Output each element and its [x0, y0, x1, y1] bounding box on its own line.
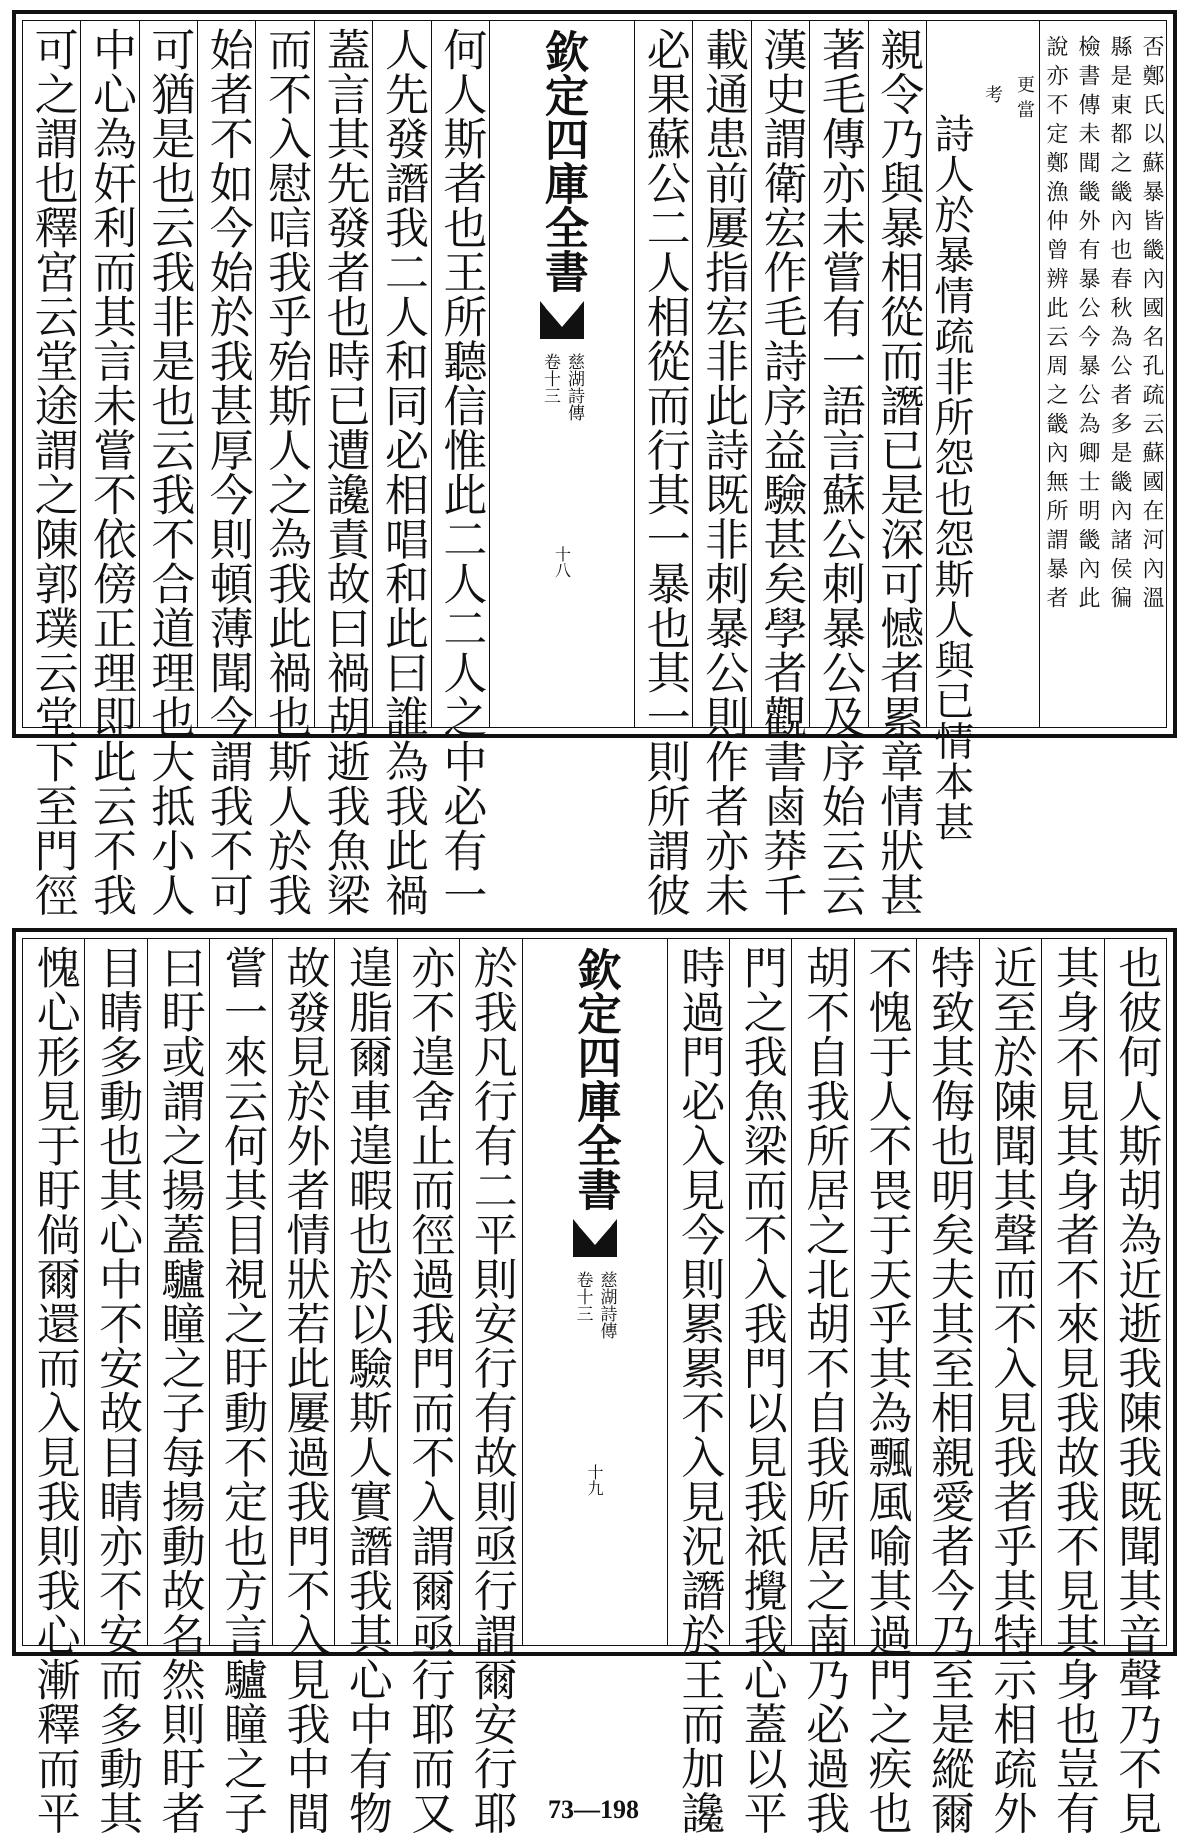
text-column [209, 939, 271, 1835]
text-column [147, 939, 209, 1835]
body-text: 何人斯者也王所聽信惟此二人二人之中必有一 [435, 27, 487, 917]
center-margin-column [489, 21, 634, 727]
body-text: 不愧于人不畏于天乎其為飄風喻其過門之疾也 [860, 945, 912, 1835]
body-text: 故發見於外者情狀若此屢過我門不入見我中間 [278, 945, 330, 1835]
text-column [751, 21, 809, 917]
body-text: 曰盱或謂之揚蓋驢瞳之子每揚動故名然則盱者 [153, 945, 205, 1835]
center-margin-column [522, 939, 667, 1645]
folio-number: 十九 [585, 1464, 604, 1496]
body-text: 可之謂也釋宮云堂途謂之陳郭璞云堂下至門徑 [26, 27, 78, 917]
series-title: 欽定四庫全書 [569, 947, 621, 1211]
body-text: 門之我魚梁而不入我門以見我祇攪我心蓋以平 [735, 945, 787, 1835]
fishtail-mark-icon [538, 299, 586, 343]
body-text: 於我凡行有二平則安行有故則亟行謂爾安行耶 [465, 945, 517, 1835]
note-line: 考 [982, 85, 1003, 110]
body-text: 可猶是也云我非是也云我不合道理也大抵小人 [143, 27, 195, 917]
text-column [916, 939, 978, 1835]
text-column [334, 939, 396, 1835]
body-text: 特致其侮也明矣夫其至相親愛者今乃至是縱爾 [922, 945, 974, 1835]
fishtail-mark-icon [571, 1217, 619, 1261]
body-text: 胡不自我所居之北胡不自我所居之南乃必過我 [798, 945, 850, 1835]
book-subtitle [540, 353, 584, 421]
text-column [926, 21, 1039, 842]
body-text: 著毛傳亦未嘗有一語言蘇公刺暴公及序始云云 [813, 27, 865, 917]
volume-label: 卷十三 [572, 1271, 593, 1322]
text-column [23, 21, 80, 917]
note-line: 縣是東都之畿內也春秋為公者多是畿內諸侯徧 [1107, 35, 1132, 615]
top-page-panel [12, 10, 1177, 917]
body-text: 愧心形見于盱倘爾還而入見我則我心漸釋而平 [28, 945, 80, 1835]
text-column [1041, 939, 1103, 1835]
top-column-grid [22, 20, 1167, 917]
text-column [80, 21, 138, 917]
text-column [868, 21, 926, 917]
text-column [139, 21, 197, 917]
text-column [23, 939, 84, 1835]
text-column [979, 939, 1041, 1835]
small-note-block [1040, 21, 1166, 727]
body-text: 近至於陳聞其聲而不入見我者乎其特示相疏外 [985, 945, 1037, 1835]
book-title: 慈湖詩傳 [596, 1271, 617, 1339]
body-text: 也彼何人斯胡為近逝我陳我既聞其音聲乃不見 [1110, 945, 1162, 1835]
body-text: 始者不如今始於我甚厚今則頓薄聞今謂我不可 [201, 27, 253, 917]
body-text: 載通患前屢指宏非此詩既非刺暴公則作者亦未 [697, 27, 749, 917]
body-text: 而不入慰唁我乎殆斯人之為我此禍也斯人於我 [260, 27, 312, 917]
text-column [809, 21, 867, 917]
body-text: 其身不見其身者不來見我故我不見其身也豈有 [1047, 945, 1099, 1835]
folio-number: 十八 [552, 546, 572, 578]
note-line: 說亦不定鄭漁仲曾辨此云周之畿內無所謂暴者 [1043, 35, 1068, 615]
body-text: 漢史謂衛宏作毛詩序益驗甚矣學者觀書鹵莽千 [755, 27, 807, 917]
body-text: 中心為奸利而其言未嘗不依傍正理即此云不我 [85, 27, 136, 917]
book-subtitle [573, 1271, 617, 1339]
text-column [667, 939, 729, 1835]
body-text: 親令乃與暴相從而譖已是深可憾者累章情狀甚 [872, 27, 924, 917]
body-text: 遑脂爾車遑暇也於以驗斯人實譖我其心中有物 [340, 945, 392, 1835]
text-column [314, 21, 372, 917]
text-column [634, 21, 692, 917]
body-text: 亦不遑舍止而徑過我門而不入謂爾亟行耶而又 [403, 945, 455, 1835]
body-text: 人先發譖我二人和同必相唱和此曰誰為我此禍 [376, 27, 428, 917]
text-column [431, 21, 489, 917]
body-text: 嘗一來云何其目視之盱動不定也方言驢瞳之子 [216, 945, 268, 1835]
text-column [791, 939, 853, 1835]
text-column [197, 21, 255, 917]
text-column [459, 939, 521, 1835]
note-line: 更當 [1014, 75, 1035, 125]
note-line: 否鄭氏以蘇暴皆畿內國名孔疏云蘇國在河內溫 [1139, 35, 1164, 615]
text-column [692, 21, 750, 917]
body-text: 蓋言其先發者也時已遭讒責故曰禍胡逝我魚梁 [318, 27, 370, 917]
text-column [729, 939, 791, 1835]
text-column [397, 939, 459, 1835]
text-column [1104, 939, 1166, 1835]
series-title: 欽定四庫全書 [537, 29, 589, 293]
text-column [854, 939, 916, 1835]
annotation-column [1039, 21, 1166, 727]
page-number: 73—198 [548, 1795, 639, 1824]
text-column [272, 939, 334, 1835]
body-text: 時過門必入見今則累累不入見況譖於王而加讒 [673, 945, 725, 1835]
book-title: 慈湖詩傳 [564, 353, 585, 421]
body-text: 目睛多動也其心中不安故目睛亦不安而多動其 [91, 945, 143, 1835]
text-column [372, 21, 430, 917]
text-column [84, 939, 146, 1835]
note-line: 檢書傳未聞畿外有暴公今暴公為卿士明畿內此 [1075, 35, 1100, 615]
small-note-block [975, 21, 1039, 727]
volume-label: 卷十三 [540, 353, 561, 404]
body-text: 必果蘇公二人相從而行其一暴也其一則所謂彼 [638, 27, 690, 917]
body-text: 詩人於暴情疏非所怨也怨斯人與已情本甚 [928, 113, 974, 842]
text-column [255, 21, 313, 917]
